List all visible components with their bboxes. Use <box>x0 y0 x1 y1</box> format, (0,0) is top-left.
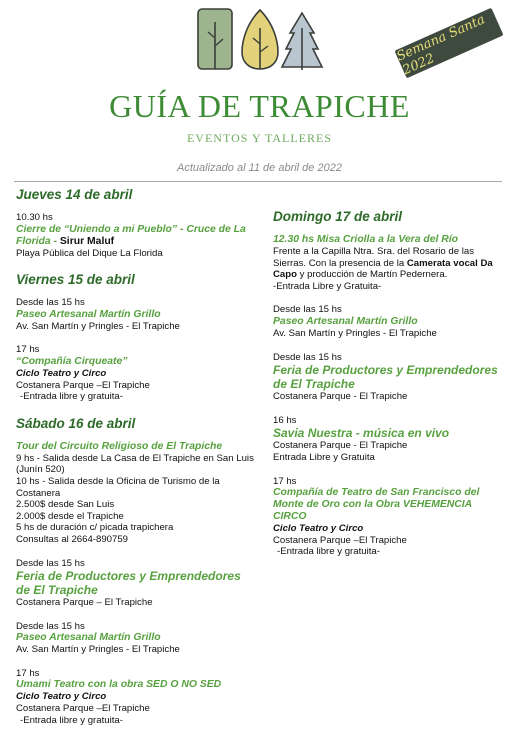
left-column <box>16 186 256 738</box>
event-friday-2 <box>16 344 256 402</box>
event-place: Av. San Martín y Pringles - El Trapiche <box>16 644 180 656</box>
page-title: GUÍA DE TRAPICHE <box>109 88 410 124</box>
event-time: Desde las 15 hs <box>273 351 342 363</box>
event-time: 17 hs <box>16 667 40 679</box>
header-divider <box>14 181 502 182</box>
page-subtitle: EVENTOS Y TALLERES <box>186 131 333 145</box>
event-time: 17 hs <box>16 344 40 356</box>
event-title: Paseo Artesanal Martín Grillo <box>16 308 161 320</box>
event-place: Costanera Parque –El Trapiche <box>16 703 150 715</box>
event-title: Savia Nuestra - música en vivo <box>273 426 450 441</box>
event-title: Tour del Circuito Religioso de El Trapiche <box>16 440 223 452</box>
event-saturday-2 <box>16 558 256 609</box>
event-title: Paseo Artesanal Martín Grillo <box>273 315 418 327</box>
event-note: Entrada Libre y Gratuita <box>273 451 375 463</box>
event-note: -Entrada libre y gratuita- <box>20 714 123 726</box>
event-series: Ciclo Teatro y Circo <box>273 523 364 535</box>
event-place: Playa Pública del Dique La Florida <box>16 247 163 259</box>
event-line: 10 hs - Salida desde la Oficina de Turismo de la Costanera <box>16 475 220 499</box>
event-note: -Entrada libre y gratuita- <box>20 391 123 403</box>
event-title: Umami Teatro con la obra SED O NO SED <box>16 679 222 691</box>
event-line: 5 hs de duración c/ picada trapichera <box>16 522 174 534</box>
event-title: Cierre de “Uniendo a mi Pueblo” - Cruce de La Florida - Sirur Maluf <box>16 223 246 247</box>
event-saturday-1 <box>16 441 256 546</box>
event-place: Costanera Parque –El Trapiche <box>16 379 150 391</box>
event-time: Desde las 15 hs <box>273 304 342 316</box>
event-thursday-1 <box>16 212 256 259</box>
event-line: 9 hs - Salida desde La Casa de El Trapiche en San Luis (Junín 520) <box>16 452 254 476</box>
event-contact: Consultas al 2664-890759 <box>16 533 129 545</box>
event-sunday-3 <box>273 352 505 403</box>
event-saturday-4 <box>16 668 256 726</box>
updated-date: Actualizado al 11 de abril de 2022 <box>177 162 342 174</box>
event-place: Costanera Parque – El Trapiche <box>16 597 153 609</box>
event-sunday-5 <box>273 476 505 558</box>
event-guest: Camerata vocal Da Capo <box>273 257 493 281</box>
day-heading-friday: Viernes 15 de abril <box>16 272 135 288</box>
day-heading-thursday: Jueves 14 de abril <box>16 187 133 202</box>
right-column <box>273 208 505 570</box>
event-note: -Entrada libre y gratuita- <box>277 546 380 558</box>
day-heading-saturday: Sábado 16 de abril <box>16 415 136 431</box>
event-time: Desde las 15 hs <box>16 297 85 309</box>
event-title: Feria de Productores y Emprendedores de El Trapiche <box>273 363 498 392</box>
event-time: 17 hs <box>273 475 297 487</box>
event-time: Desde las 15 hs <box>16 557 85 569</box>
event-place: Costanera Parque - El Trapiche <box>273 391 408 403</box>
event-line: 2.000$ desde el Trapiche <box>16 510 124 522</box>
event-sunday-2 <box>273 304 505 339</box>
semana-santa-badge: Semana Santa 2022 <box>394 8 503 79</box>
event-description: Frente a la Capilla Ntra. Sra. del Rosario de las Sierras. Con la presencia de la Camerata vocal Da Capo y producción de Martín Pedernera. <box>273 246 493 281</box>
event-place: Costanera Parque –El Trapiche <box>273 534 407 546</box>
event-time: 16 hs <box>273 414 297 426</box>
event-title: “Compañía Cirqueate” <box>16 355 128 367</box>
day-heading-sunday: Domingo 17 de abril <box>273 209 403 224</box>
event-place: Av. San Martín y Pringles - El Trapiche <box>16 320 180 332</box>
event-note: -Entrada Libre y Gratuita- <box>273 280 382 292</box>
event-guest: Sirur Maluf <box>59 235 115 247</box>
event-series: Ciclo Teatro y Circo <box>16 691 107 703</box>
event-sunday-4 <box>273 415 505 464</box>
event-time: Desde las 15 hs <box>16 620 85 632</box>
event-title: Compañía de Teatro de San Francisco del Monte de Oro con la Obra VEHEMENCIA CIRCO <box>273 487 480 523</box>
event-saturday-3 <box>16 621 256 656</box>
event-title: 12.30 hs Misa Criolla a la Vera del Río <box>273 234 458 245</box>
event-title: Feria de Productores y Emprendedores de El Trapiche <box>16 569 241 598</box>
event-place: Costanera Parque - El Trapiche <box>273 440 408 452</box>
event-sunday-1 <box>273 234 505 292</box>
event-place: Av. San Martín y Pringles - El Trapiche <box>273 327 437 339</box>
event-time: 10.30 hs <box>16 212 53 223</box>
event-title: Paseo Artesanal Martín Grillo <box>16 632 161 644</box>
event-friday-1 <box>16 297 256 332</box>
event-line: 2.500$ desde San Luis <box>16 499 115 511</box>
trees-logo-icon <box>196 8 324 72</box>
event-series: Ciclo Teatro y Circo <box>16 367 107 379</box>
